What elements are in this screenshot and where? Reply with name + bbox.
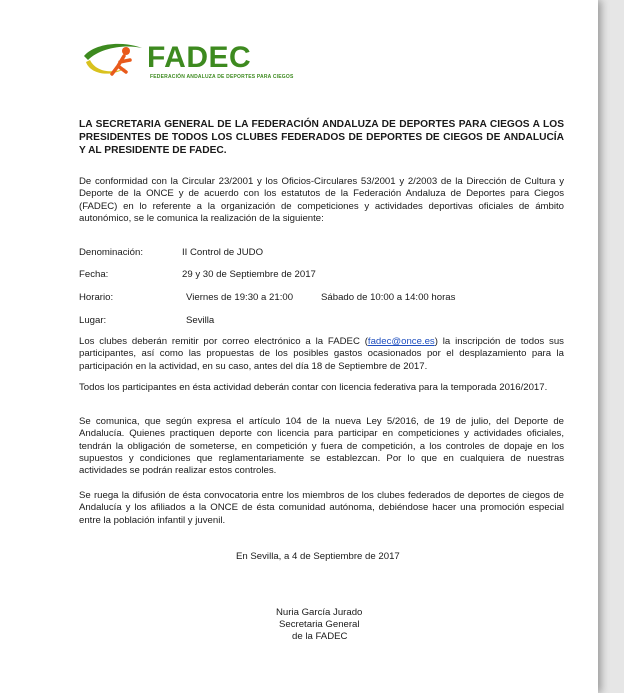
inscription-paragraph: [79, 336, 564, 373]
intro-paragraph: De conformidad con la Circular 23/2001 y los Oficios-Circulares 53/2001 y 2/2003 de la Dirección de Cultura y Deporte de la ONCE y de acuerdo con los estatutos de la Federación Andaluza de Deportes para Ciegos (FADEC) en lo referente a la organización de competiciones y actividades deportivas oficiales de ámbito autonómico, se le comunica la realización de la siguiente:: [79, 176, 564, 224]
signature-role: Secretaria General: [279, 619, 360, 630]
fadec-logo: [80, 38, 294, 86]
inscription-text-before: Los clubes deberán remitir por correo electrónico a la FADEC (: [79, 336, 368, 347]
fadec-emblem-icon: [80, 38, 148, 80]
email-link[interactable]: fadec@once.es: [367, 336, 435, 347]
denominacion-label: Denominación:: [79, 247, 143, 258]
inscription-text-after: ) la inscripción de todos sus participantes, así como las propuestas de los posibles gastos ocasionados por el desplazamiento para la participación en la actividad, en su caso, antes del día 18 de Septiembre de 2017.: [79, 336, 564, 372]
fecha-value: 29 y 30 de Septiembre de 2017: [182, 269, 316, 280]
signature-name: Nuria García Jurado: [276, 607, 363, 618]
lugar-label: Lugar:: [79, 315, 107, 326]
logo-wordmark: FADEC: [147, 41, 252, 74]
date-line: En Sevilla, a 4 de Septiembre de 2017: [236, 551, 400, 562]
law-paragraph: Se comunica, que según expresa el artículo 104 de la nueva Ley 5/2016, de 19 de julio, del Deporte de Andalucía. Quienes practiquen deporte con licencia para participar en competiciones y actividades oficiales, tendrán la obligación de someterse, en competición y fuera de competición, a los controles de dopaje en los supuestos y condiciones que reglamentariamente se establezcan. Por lo que en cualquiera de nuestras actividades se podrán realizar estos controles.: [79, 416, 564, 477]
logo-subtitle: FEDERACIÓN ANDALUZA DE DEPORTES PARA CIEGOS: [150, 74, 294, 80]
horario-value-friday: Viernes de 19:30 a 21:00: [186, 292, 294, 303]
denominacion-value: II Control de JUDO: [182, 247, 264, 258]
horario-label: Horario:: [79, 292, 114, 303]
horario-value-saturday: Sábado de 10:00 a 14:00 horas: [321, 292, 456, 303]
fecha-label: Fecha:: [79, 269, 109, 280]
dissemination-paragraph: Se ruega la difusión de ésta convocatoria entre los miembros de los clubes federados de deportes de ciegos de Andalucía y los afiliados a la ONCE de ésta comunidad autónoma, debiéndose hacer una promoción especial entre la población infantil y juvenil.: [79, 490, 564, 526]
license-paragraph: Todos los participantes en ésta actividad deberán contar con licencia federativa para la temporada 2016/2017.: [79, 382, 548, 393]
lugar-value: Sevilla: [186, 315, 215, 326]
signature-org: de la FADEC: [292, 631, 348, 642]
letter-heading: LA SECRETARIA GENERAL DE LA FEDERACIÓN ANDALUZA DE DEPORTES PARA CIEGOS A LOS PRESIDENTES DE TODOS LOS CLUBES FEDERADOS DE DEPORTES DE CIEGOS DE ANDALUCÍA Y AL PRESIDENTE DE FADEC.: [79, 119, 564, 156]
